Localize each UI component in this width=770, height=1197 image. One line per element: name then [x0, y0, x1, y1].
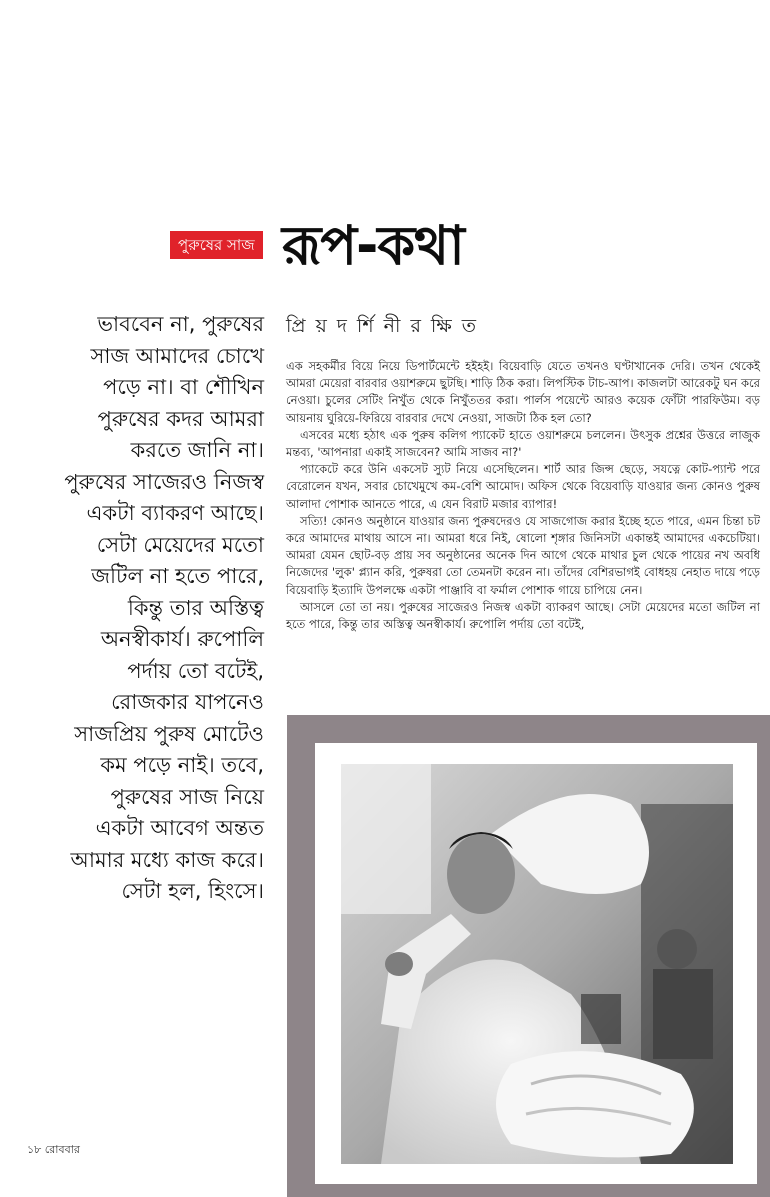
pull-quote-line: পুরুষের কদর আমরা — [97, 406, 264, 431]
pull-quote-line: পর্দায় তো বটেই, — [127, 658, 264, 683]
body-paragraph: এক সহকর্মীর বিয়ে নিয়ে ডিপার্টমেন্টে হইহই। বিয়েবাড়ি যেতে তখনও ঘণ্টাখানেক দেরি। তখন থেকেই আমরা মেয়েরা বারবার ওয়াশরুমে ছুটছি। শাড়ি ঠিক করা। লিপস্টিক টাচ-আপ। কাজলটা আরেকটু ঘন করে নেওয়া। চুলের সেটিং নিখুঁত থেকে নিখুঁততর করা। পার্লস পয়েন্টে আরও কয়েক ফোঁটা পারফিউম। বড় আয়নায় ঘুরিয়ে-ফিরিয়ে বারবার দেখে নেওয়া, সাজটা ঠিক হল তো? — [286, 359, 760, 425]
pull-quote-line: একটা ব্যাকরণ আছে। — [86, 501, 264, 525]
pull-quote-line: অনস্বীকার্য। রুপোলি — [100, 627, 264, 651]
pull-quote-line: পড়ে না। বা শৌখিন — [103, 375, 264, 399]
photo-frame — [287, 715, 770, 1197]
article-headline: রূপ-কথা — [282, 214, 464, 277]
pull-quote-line: পুরুষের সাজ নিয়ে — [110, 784, 264, 809]
pull-quote-line: পুরুষের সাজেরও নিজস্ব — [64, 469, 264, 494]
pull-quote-line: কম পড়ে নাই। তবে, — [100, 753, 264, 777]
author-byline: প্রি য় দ র্শি নী র ক্ষি ত — [286, 315, 479, 337]
photo-mat — [315, 743, 757, 1184]
pull-quote-line: করতে জানি না। — [130, 438, 264, 462]
pull-quote — [20, 309, 264, 908]
body-paragraph: সত্যি! কোনও অনুষ্ঠানে যাওয়ার জন্য পুরুষদেরও যে সাজগোজ করার ইচ্ছে হতে পারে, এমন চিন্তা চট করে আমাদের মাথায় আসে না। আমরা ধরে নিই, ষোলো শৃঙ্গার জিনিসটা একান্তই আমাদের একচেটিয়া। আমরা যেমন ছোট-বড় প্রায় সব অনুষ্ঠানের অনেক দিন আগে থেকে মাথার চুল থেকে পায়ের নখ অবধি নিজেদের 'লুক' প্ল্যান করি, পুরুষরা তো তেমনটা করেন না। তাঁদের বেশিরভাগই বোধহয় নেহাত দায়ে পড়ে বিয়েবাড়ি ইত্যাদি উপলক্ষে একটা পাঞ্জাবি বা ফর্মাল পোশাক গায়ে চাপিয়ে নেন। — [286, 513, 760, 597]
body-paragraph: আসলে তো তা নয়। পুরুষের সাজেরও নিজস্ব একটা ব্যাকরণ আছে। সেটা মেয়েদের মতো জটিল না হতে পারে, কিন্তু তার অস্তিত্ব অনস্বীকার্য। রুপোলি পর্দায় তো বটেই, — [286, 599, 760, 632]
photo-illustration — [341, 764, 733, 1164]
article-photo — [341, 764, 733, 1164]
pull-quote-line: একটা আবেগ অন্তত — [95, 816, 264, 840]
pull-quote-line: কিন্তু তার অস্তিত্ব — [127, 595, 264, 620]
page-folio: ১৮ রোববার — [27, 1143, 80, 1156]
pull-quote-line: সাজ আমাদের চোখে — [90, 343, 264, 368]
pull-quote-line: আমার মধ্যে কাজ করে। — [70, 847, 264, 872]
pull-quote-line: সাজপ্রিয় পুরুষ মোটেও — [74, 721, 264, 746]
pull-quote-line: জটিল না হতে পারে, — [91, 564, 264, 588]
body-paragraph: এসবের মধ্যে হঠাৎ এক পুরুষ কলিগ প্যাকেট হাতে ওয়াশরুমে চললেন। উৎসুক প্রশ্নের উত্তরে লাজুক মন্তব্য, 'আপনারা একাই সাজবেন? আমি সাজব না?' — [286, 427, 760, 460]
article-body — [286, 358, 760, 633]
pull-quote-line: ভাববেন না, পুরুষের — [97, 312, 264, 336]
body-paragraph: প্যাকেটে করে উনি একসেট স্যুট নিয়ে এসেছিলেন। শার্ট আর জিন্স ছেড়ে, সযত্নে কোট-প্যান্ট পরে বেরোলেন যখন, সবার চোখেমুখে কম-বেশি আমোদ। অফিস থেকে বিয়েবাড়ি যাওয়ার জন্য কোনও পুরুষ আলাদা পোশাক আনতে পারে, এ যেন বিরাট মজার ব্যাপার! — [286, 462, 760, 511]
pull-quote-line: রোজকার যাপনেও — [111, 690, 264, 714]
section-tag: পুরুষের সাজ — [170, 231, 263, 259]
pull-quote-line: সেটা হল, হিংসে। — [121, 879, 264, 903]
pull-quote-line: সেটা মেয়েদের মতো — [96, 532, 264, 557]
